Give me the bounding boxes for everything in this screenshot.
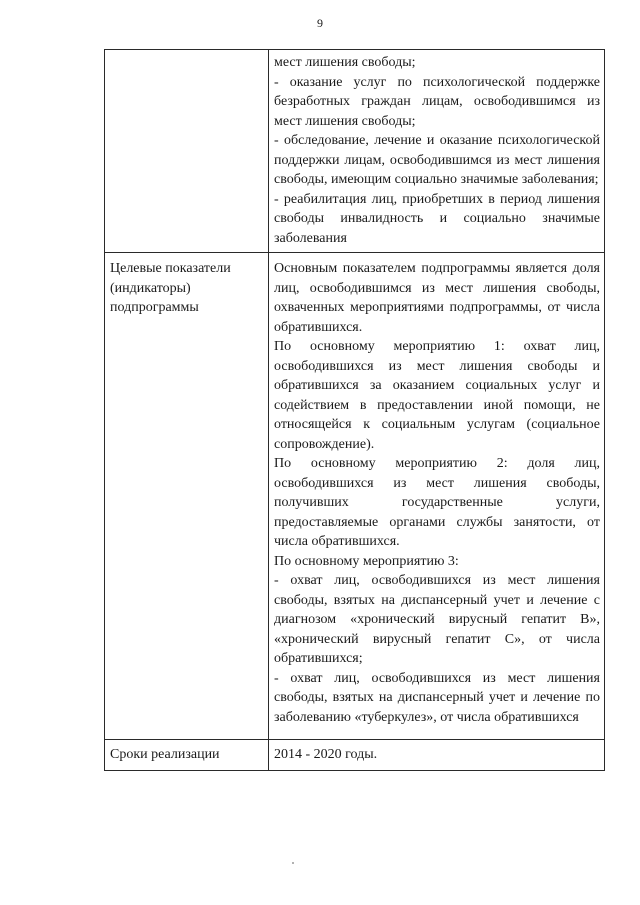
row-label-implementation-period: Сроки реализации [105,740,269,771]
table-row-target-indicators [105,253,605,740]
indicator-paragraph: - охват лиц, освободившихся из мест лишения свободы, взятых на диспансерный учет и лечение с диагнозом «хронический вирусный гепатит В», «хронический вирусный гепатит С», от числа обратившихся; [274,573,600,666]
activity-item: - реабилитация лиц, приобретших в период лишения свободы инвалидность и социально значимые заболевания [274,191,600,246]
activity-item: - оказание услуг по психологической поддержке безработных граждан лицам, освободившимся из мест лишения свободы; [274,74,600,129]
indicator-paragraph: - охват лиц, освободившихся из мест лишения свободы, взятых на диспансерный учет и лечение по заболеванию «туберкулез», от числа обратившихся [274,670,600,725]
activity-item: - обследование, лечение и оказание психологической поддержки лицам, освободившимся из мест лишения свободы, имеющим социально значимые заболевания; [274,133,600,187]
page-number: 9 [317,16,323,30]
row-label-empty [105,50,269,253]
row-label-target-indicators: Целевые показатели (индикаторы) подпрограммы [105,253,269,740]
indicator-paragraph: Основным показателем подпрограммы является доля лиц, освободившимся из мест лишения свободы, охваченных мероприятиями подпрограммы, от числа обратившихся. [274,261,600,335]
activity-item: мест лишения свободы; [274,55,416,70]
implementation-period-cell [269,740,605,771]
activities-list-cell [269,50,605,253]
scan-dot-mark [292,862,294,864]
table-row-implementation-period [105,740,605,771]
implementation-period-value: 2014 - 2020 годы. [274,747,378,762]
subprogram-passport-table [104,49,605,771]
table-row-activities-continued [105,50,605,253]
target-indicators-cell [269,253,605,740]
indicator-paragraph: По основному мероприятию 1: охват лиц, освободившихся из мест лишения свободы и обратившихся за оказанием социальных услуг и содействием в предоставлении иной помощи, не относящейся к социальным услугам (социальное сопровождение). [274,339,600,452]
indicator-paragraph: По основному мероприятию 3: [274,553,459,569]
indicator-paragraph: По основному мероприятию 2: доля лиц, освободившихся из мест лишения свободы, получивших государственные услуги, предоставляемые органами службы занятости, от числа обратившихся. [274,456,600,549]
